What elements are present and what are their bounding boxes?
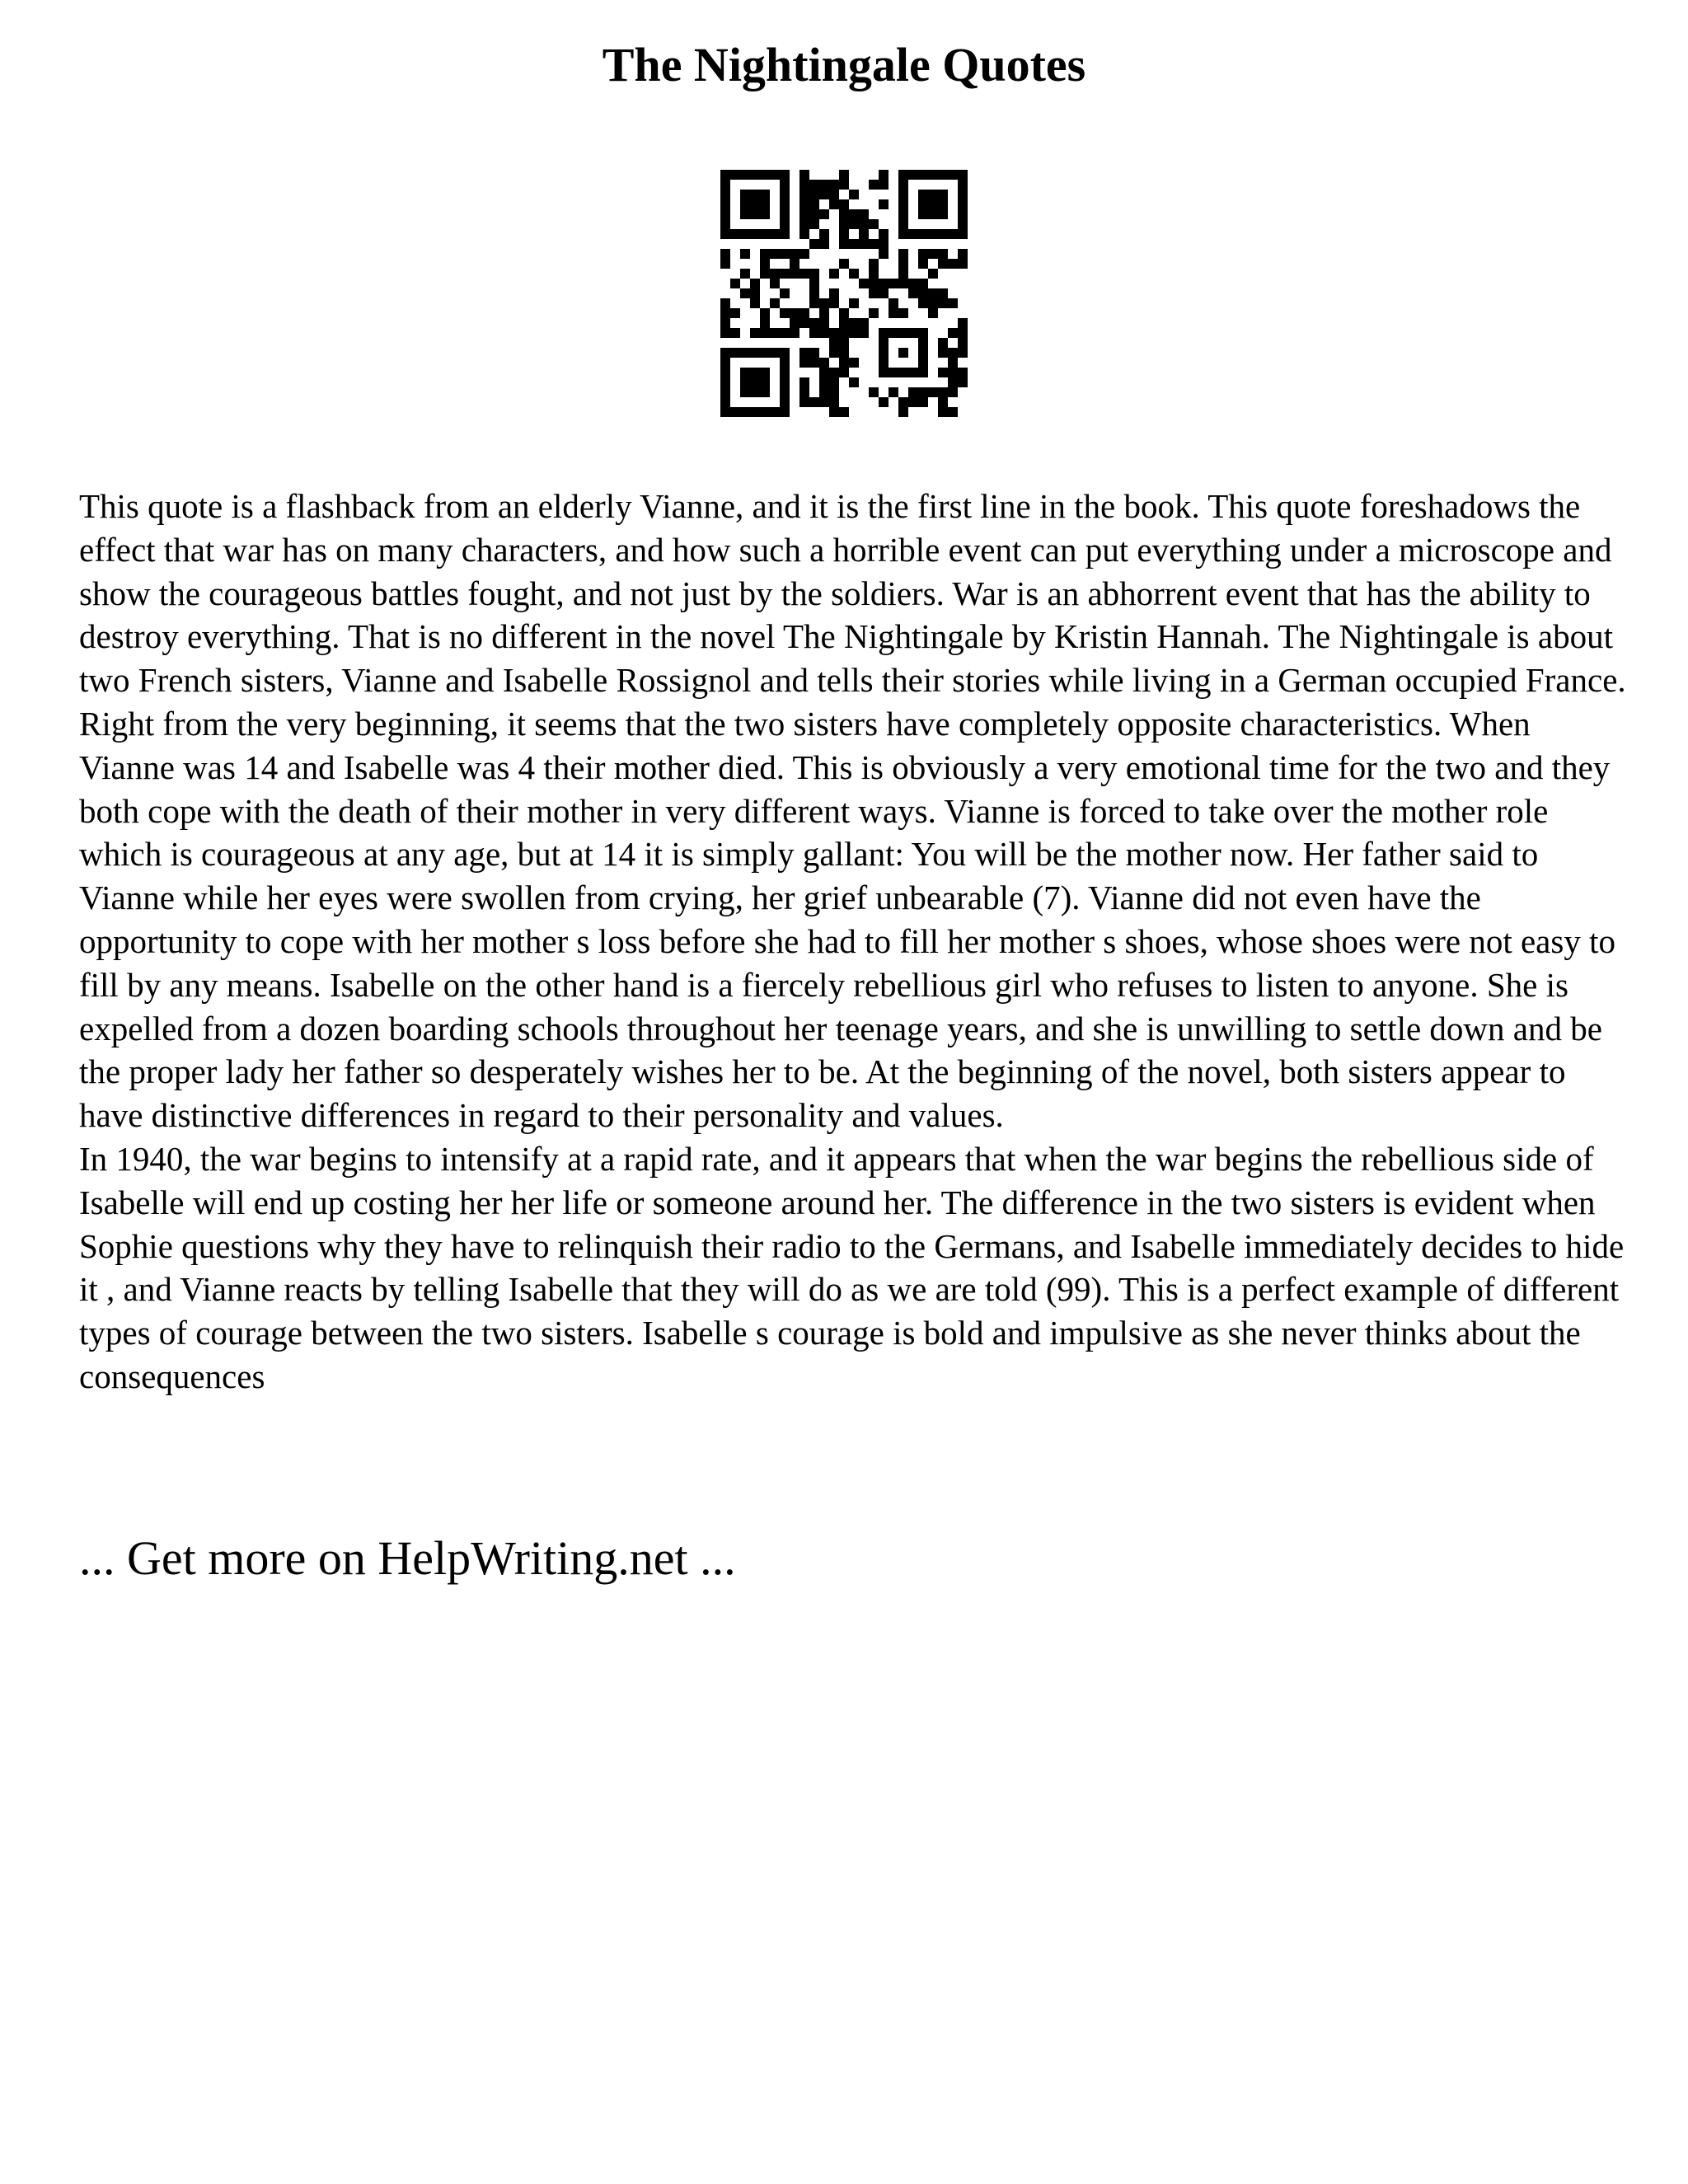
paragraph: In 1940, the war begins to intensify at a rapid rate, and it appears that when the war begins the rebellious side of Isabelle will end up costing her her life or someone around her. The difference in the two sisters is evident when Sophie questions why they have to relinquish their radio to the Germans, and Isabelle immediately decides to hide it , and Vianne reacts by telling Isabelle that they will do as we are told (99). This is a perfect example of different types of courage between the two sisters. Isabelle s courage is bold and impulsive as she never thinks about the consequences (79, 1139, 1625, 1395)
qr-code-icon (720, 170, 968, 417)
article-body (79, 485, 1629, 1399)
get-more-link[interactable]: ... Get more on HelpWriting.net ... (79, 1531, 736, 1585)
page-title: The Nightingale Quotes (602, 38, 1086, 91)
paragraph: This quote is a flashback from an elderly Vianne, and it is the first line in the book. This quote foreshadows the effect that war has on many characters, and how such a horrible event can put everything under a microscope and show the courageous battles fought, and not just by the soldiers. War is an abhorrent event that has the ability to destroy everything. That is no different in the novel The Nightingale by Kristin Hannah. The Nightingale is about two French sisters, Vianne and Isabelle Rossignol and tells their stories while living in a German occupied France. Right from the very beginning, it seems that the two sisters have completely opposite characteristics. When Vianne was 14 and Isabelle was 4 their mother died. This is obviously a very emotional time for the two and they both cope with the death of their mother in very different ways. Vianne is forced to take over the mother role which is courageous at any age, but at 14 it is simply gallant: You will be the mother now. Her father said to Vianne while her eyes were swollen from crying, her grief unbearable (7). Vianne did not even have the opportunity to cope with her mother s loss before she had to fill her mother s shoes, whose shoes were not easy to fill by any means. Isabelle on the other hand is a fiercely rebellious girl who refuses to listen to anyone. She is expelled from a dozen boarding schools throughout her teenage years, and she is unwilling to settle down and be the proper lady her father so desperately wishes her to be. At the beginning of the novel, both sisters appear to have distinctive differences in regard to their personality and values. (79, 487, 1626, 1135)
